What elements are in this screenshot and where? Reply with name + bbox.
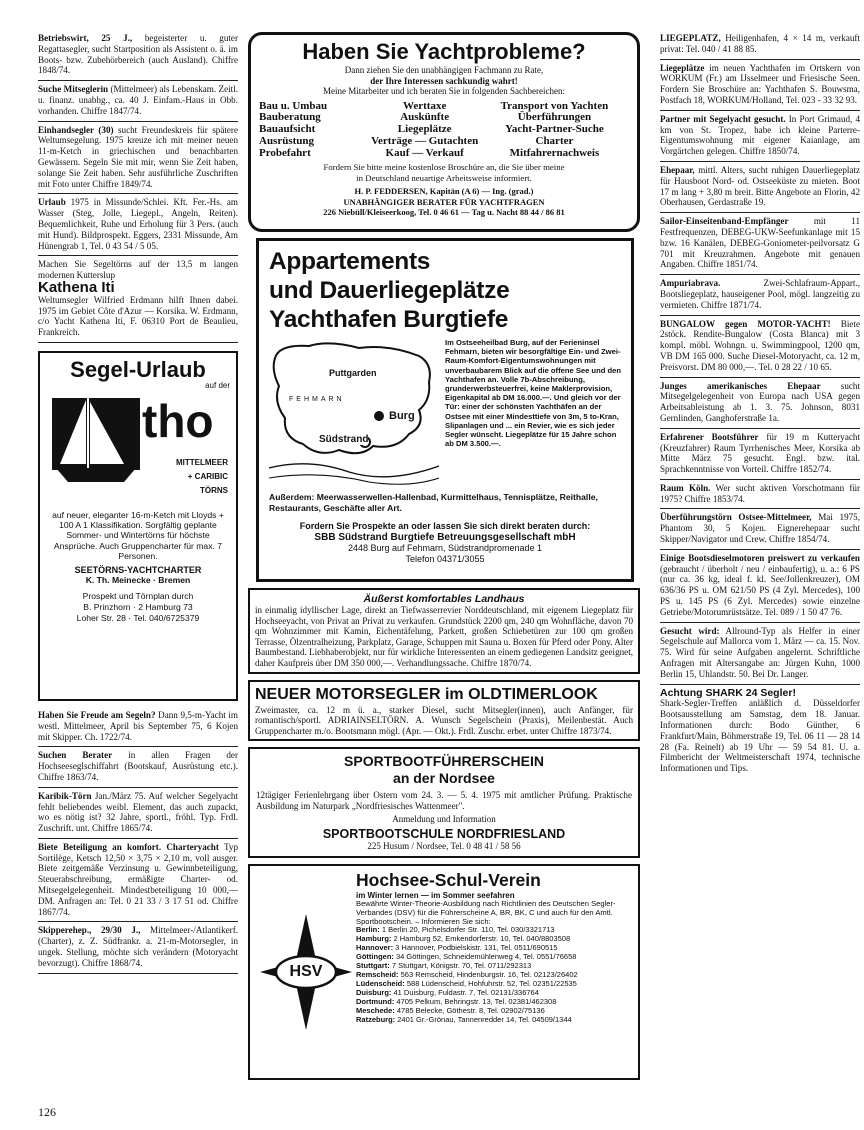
ad-headline: Sailor-Einseitenband-Empfänger [660, 216, 789, 227]
ad-text: mittl. Alters, sucht ruhigen Dauerliegeplatz für Hausboot Nord- od. Ostseeküste zu mieten. Boot 17 m lang + 3,80 m breit. Bitte Angebote an Florin, 42 Oberhausen, Gerdastraße 19. [660, 164, 860, 208]
classified-ad [660, 429, 860, 480]
tho-logo [46, 390, 230, 510]
classified-ad [660, 111, 860, 162]
sbf-text: 12tägiger Ferienlehrgang über Ostern vom 24. 3. — 5. 4. 1975 mit amtlicher Prüfung. Praktische Ausbildung im Naturpark „Nordfriesisches Wattenmeer". [256, 790, 632, 811]
classified-ad [660, 480, 860, 510]
ad-headline: Ampuriabrava. [660, 278, 721, 289]
ad-headline: Einige Bootsdieselmotoren preiswert zu verkaufen [660, 552, 860, 563]
hsv-city: Göttingen: [356, 952, 394, 962]
hsv-city: Meschede: [356, 1005, 395, 1015]
kathena-ad [38, 256, 238, 343]
yacht-name: H. P. FEDDERSEN, Kapitän (A 6) — Ing. (grad.) [354, 186, 534, 197]
ad-headline: LIEGEPLATZ, [660, 33, 721, 43]
segel-contact [46, 591, 230, 624]
segel-regions [176, 456, 228, 498]
ad-text: begeisterter u. guter Regattasegler, sucht Startposition als Assistent o. ä. im Boots- bzw. Zubehörbereich (auch Ausland). Chiffre 1848/74. [38, 33, 238, 76]
ad-text: sucht Freundeskreis für spätere Weltumsegelung. 1975 kreuze ich mit meiner neuen 11-m-Ketch in griechischen und benachbarten Gewässern. Segeln Sie mit mir, wenn Sie Zeit haben, solange Sie Zeit haben. Sehr ausführliche Zuschriften mit Foto unter Chiffre 1849/74. [38, 124, 238, 189]
classified-ad [38, 81, 238, 121]
appartements-footer-4: Telefon 04371/3055 [405, 554, 485, 564]
hsv-intro: Bewährte Winter-Theorie-Ausbildung nach Richtlinien des Deutschen Segler-Verbandes (DSV) für die Führerscheine A, BR, BK, C und auch für den Amtl. Sportbootschein. – Informieren Sie sich: [356, 898, 616, 926]
ad-headline: Junges amerikanisches Ehepaar [660, 380, 821, 391]
ad-headline: BUNGALOW gegen MOTOR-YACHT! [660, 318, 831, 329]
ad-headline: Skipperehep., 29/30 J., [38, 925, 141, 936]
hsv-address-text: 2401 Gr.-Grönau, Tannenredder 14, Tel. 04509/1344 [395, 1014, 572, 1024]
ad-text: Biete 2stöck. Rendite-Bungalow (Costa Blanca) mit 3 kompl. möbl. Wohngn. u. Swimmingpool, 1200 qm, VB DM 165 000. Suche Diesel-Motoryacht, ca. 12 m, Preisvorst. DM 80 000,—. Tel. 0 28 22 / 10 65. [660, 318, 860, 372]
segel-company: SEETÖRNS-YACHTCHARTER [74, 564, 202, 575]
ad-text: Heiligenhafen, 4 × 14 m, verkauft privat: Tel. 040 / 41 88 85. [660, 33, 860, 54]
appartements-ad [256, 238, 634, 582]
map-label-burg: Burg [389, 410, 415, 422]
hsv-city: Hamburg: [356, 934, 392, 944]
appartements-footer-1: Fordern Sie Prospekte an oder lassen Sie sich direkt beraten durch: [299, 521, 591, 531]
segel-owner: K. Th. Meinecke · Bremen [85, 574, 191, 585]
sbf-title-2: an der Nordsee [393, 770, 495, 787]
appartements-amenities: Außerdem: Meerwasserwellen-Hallenbad, Kurmittelhaus, Tennisplätze, Reithalle, Restaurants, Geschäfte aller Art. [269, 492, 598, 513]
map-sea-label: FEHMARN [289, 396, 345, 403]
yacht-intro-3: Meine Mitarbeiter und ich beraten Sie in folgenden Sachbereichen: [323, 86, 565, 96]
kathena-intro: Machen Sie Segeltörns auf der 13,5 m langen modernen Kutterslup [38, 259, 238, 281]
page-number: 126 [38, 1105, 56, 1119]
segel-description: auf neuer, eleganter 16-m-Ketch mit Lloyds + 100 A 1 Klassifikation. Sorgfältig geplante Sommer- und Wintertörns für höchste Ansprüche. Auch Gruppencharter für max. 7 Personen. [52, 509, 224, 561]
sbf-title-1: SPORTBOOTFÜHRERSCHEIN [344, 753, 544, 770]
motorsegler-text: Zweimaster, ca. 12 m ü. a., starker Diesel, sucht Mitsegler(innen), auch Anfänger, für romantisch/sportl. ADRIAINSELTÖRN. A. Wunsch Segelschein (Praxis), Meilenbestät. Auch Gruppencharter m./o. Bootsmann mögl. (Apr. — Okt.). Frdl. Zuschr. erbet. unter Chiffre 1873/74. [255, 704, 633, 736]
left-ads-group-2 [38, 707, 238, 974]
ad-text: für 19 m Kutteryacht (Kreuzfahrer) Raum Tyrrhenisches Meer, Korsika ab Mitte März 75 gesucht. Engl. bzw. ital. Sprachkenntnisse von Vorteil. Chiffre 1852/74. [660, 431, 860, 475]
ad-text: (gebraucht / überholt / neu / einbaufertig), u. a.: 6 PS (nur ca. 36 kg, ideal f. kl. See/Jollenkreuzer), OM 636/36 PS u. OM 621/50 PS (4 Zyl. Mercedes), 100 PS u. 145 PS (6 Zyl. Mercedes) sowie einzelne Getriebe/Motorumrüstsätze. Tel. 089 / 1 50 47 76. [660, 563, 860, 617]
segel-contact-line2: B. Prinzhorn · 2 Hamburg 73 [83, 601, 193, 612]
ad-text: Allround-Typ als Helfer in einer Segelschule auf Mallorca vom 1. März — ca. 15. Nov. 75. Wird für seine Aufgaben angelernt. Schriftliche Anfragen mit Altersangabe an: Jürgen Kuhn, 1000 Berlin 15, Uhlandstr. 50. Bei Dr. Langer. [660, 625, 860, 679]
landhaus-text: in einmalig idyllischer Lage, direkt an Tiefwasserrevier Norddeutschland, mit eigenem Liegeplatz für Hochseeyacht, von Privat an Privat zu verkaufen. Grundstück 2200 qm, 240 qm Wohnfläche, davon 70 qm Wohnzimmer mit Kamin, Eichentäfelung, Parkett, großen Schiebetüren zur 100 qm großen Terrasse, Ölzentralheizung, Parkplatz, Garage, Schuppen mit Sauna u. Boxen für Pferd oder Pony. Alter Baumbestand. Liebhaberobjekt, nur für wirkliche Interessenten an einem gediegenen Landsitz geeignet, daher Kaufpreis über DM 350 000,—. Verhandlungssache. Chiffre 1870/74. [255, 605, 634, 668]
ad-headline: Einhandsegler (30) [38, 124, 114, 135]
kathena-text: Weltumsegler Wilfried Erdmann hilft Ihnen dabei. 1975 im Gebiet Côte d'Azur — Korsika. W. Erdmann, c/o Yacht Kathena Iti, F. 06310 Port de Beaulieu, Frankreich. [38, 294, 238, 338]
yacht-service-item: Ausrüstung [259, 134, 315, 147]
yacht-service-item: Probefahrt [259, 146, 311, 159]
hsv-address-line [356, 1016, 632, 1025]
ad-text: Mittelmeer-/Atlantikerf. (Charter), z. Z. Südfrankr. a. 21-m-Motorsegler, in ungek. Stellung, möchte sich verändern (Motoryacht bevorzugt). Chiffre 1868/74. [38, 925, 238, 968]
yacht-service-item: Bau u. Umbau [259, 99, 328, 112]
kathena-name: Kathena Iti [38, 278, 115, 296]
yacht-service-item: Bauberatung [259, 111, 321, 124]
yacht-service-item: Überführungen [517, 111, 592, 124]
ad-text: Dann 9,5-m-Yacht im westl. Mittelmeer, April bis September 75, 6 Kojen mit Skipper. Ch. 1722/74. [38, 709, 239, 742]
motorsegler-ad [248, 680, 640, 742]
hsv-address-text: 4705 Pelkum, Behringstr. 13, Tel. 02381/462308 [394, 996, 557, 1006]
classified-ad [660, 509, 860, 549]
yacht-service-item: Bauaufsicht [259, 123, 316, 136]
classified-ad [660, 316, 860, 378]
segel-region-2: + CARIBIC [187, 471, 228, 481]
yacht-service-item: Transport von Yachten [500, 99, 609, 112]
ad-text: In Port Grimaud, 4 km von St. Tropez, habe ich kleine Parterre-Eigentumswohnung mit eigener Kaianlage, am Vorgärtchen gelegen. Chiffre 1850/74. [660, 113, 860, 157]
classified-ad [660, 378, 860, 429]
ad-text: Mai 1975, Phantom 30, 5 Kojen. Eignerehepaar sucht Skipper/Navigator und Crew. Chiffre 1854/74. [660, 512, 860, 545]
appartements-text: Im Ostseeheilbad Burg, auf der Ferieninsel Fehmarn, bieten wir besorgfältige Ein- und Zwei-Raum-Komfort-Eigentumswohnungen mit unverbaubarem Blick auf die offene See und den Yachthafen an. Volle 7b-Abschreibung, grunderwerbsteuerfrei, keine Maklerprovision, Eigenkapital ab DM 16.000.—. Und gleich vor der Tür: einer der schönsten Yachthäfen an der Ostsee mit einer Mindesttiefe von 3m, 5 to-Kran, Slipanlagen und ... ein Revier, wie es sich jeder Segler wünscht. Liegeplätze für 15 Jahre schon ab DM 3.500.—. [445, 338, 621, 449]
yacht-service-item: Auskünfte [400, 111, 450, 124]
segel-urlaub-title: Segel-Urlaub [70, 356, 206, 382]
yacht-role: UNABHÄNGIGER BERATER FÜR YACHTFRAGEN [343, 196, 545, 207]
left-column [38, 30, 238, 974]
classified-ad [660, 30, 860, 60]
hsv-address-text: 41 Duisburg, Fuldastr. 7, Tel. 02131/336764 [391, 987, 539, 997]
hsv-city: Duisburg: [356, 987, 392, 997]
classified-ad [660, 623, 860, 685]
ad-headline: Suchen Berater [38, 750, 113, 761]
ad-text: Zwei-Schlafraum-Appart., Bootsliegeplatz, hauseigener Pool, mögl. langzeitig zu vermieten. Chiffre 1871/74. [660, 278, 860, 310]
shark-ad [660, 685, 860, 778]
segel-region-3: TÖRNS [200, 485, 228, 495]
shark-title: Achtung SHARK 24 Segler! [660, 686, 796, 699]
motorsegler-title: NEUER MOTORSEGLER im OLDTIMERLOOK [255, 685, 598, 703]
hsv-title: Hochsee-Schul-Verein [356, 869, 541, 890]
hsv-city: Remscheid: [356, 969, 399, 979]
ad-headline: Gesucht wird: [660, 625, 720, 636]
ad-text: in allen Fragen der Hochseeseglschiffahrt (Bootskauf, Ausrüstung etc.). Chiffre 1863/74. [38, 750, 238, 782]
ad-headline: Biete Beteiligung an komfort. Charteryacht [38, 841, 219, 852]
classified-ad [38, 30, 238, 81]
hsv-subtitle: im Winter lernen — im Sommer seefahren [356, 890, 515, 900]
classified-ad [38, 788, 238, 839]
ad-text: Jan./März 75. Auf welcher Segelyacht fehlt beliebendes weibl. Element, das auch zupackt, wo es nötig ist? 32 Jahre, sportl., fröhl. Typ. Frdl. Zuschrift. unt. Chiffre 1865/74. [38, 790, 238, 834]
landhaus-ad [248, 588, 640, 674]
ad-text: im neuen Yachthafen im Ortskern von WORKUM (Fr.) am IJsselmeer und Friesische Seen. Fordern Sie Broschüre an: Yachthafen S. Bouwsma, Postfach 18, WORKUM/Holland, Tel. 023 - 33 32 93. [660, 62, 860, 105]
ad-headline: Erfahrener Bootsführer [660, 431, 759, 442]
appartements-title [269, 247, 621, 334]
classified-ad [38, 194, 238, 256]
classified-ad [38, 707, 238, 747]
hsv-address-text: 7 Stuttgart, Königstr. 70, Tel. 0711/292313 [389, 961, 532, 971]
ad-headline: Ehepaar, [660, 164, 695, 175]
yacht-service-item: Werttaxe [402, 99, 447, 112]
hsv-city: Dortmund: [356, 996, 395, 1006]
appartements-footer [269, 521, 621, 565]
ad-text: (Mittelmeer) als Lebenskam. Zeitl. u. finanz. unabhg., ca. 40 J. Einfam.-Haus in Obb. vorhanden. Chiffre 1847/74. [38, 84, 238, 116]
classified-ad [38, 747, 238, 787]
ad-headline: Karibik-Törn [38, 790, 92, 801]
hsv-logo [256, 870, 356, 1074]
yacht-problems-ad [248, 32, 640, 232]
classified-ad [38, 122, 238, 195]
hsv-city: Ratzeburg: [356, 1014, 396, 1024]
yacht-service-item: Kauf — Verkauf [385, 146, 464, 159]
hsv-address-text: 4785 Belecke, Göthestr. 8, Tel. 02902/75136 [394, 1005, 545, 1015]
ad-text: Wer sucht aktiven Vorschotmann für 1975? Chiffre 1853/74. [660, 482, 861, 504]
right-ads [660, 30, 860, 685]
yacht-intro-1: Dann ziehen Sie den unabhängigen Fachmann zu Rate, [344, 65, 544, 75]
segel-contact-line3: Loher Str. 28 · Tel. 040/6725379 [76, 612, 200, 623]
ad-headline: Urlaub [38, 197, 66, 208]
map-label-suedstrand: Südstrand [319, 434, 369, 445]
map-label-puttgarden: Puttgarden [329, 368, 377, 378]
ad-headline: Suche Mitseglerin [38, 84, 109, 95]
appartements-title-3: Yachthafen Burgtiefe [269, 306, 509, 333]
ad-headline: Haben Sie Freude am Segeln? [38, 709, 156, 720]
hsv-city: Stuttgart: [356, 961, 390, 971]
hsv-address-text: 34 Göttingen, Schneidemühlenweg 4, Tel. 0551/76658 [393, 952, 577, 962]
yacht-service-item: Mitfahrernachweis [509, 146, 600, 159]
sbf-school: SPORTBOOTSCHULE NORDFRIESLAND [322, 827, 566, 842]
hsv-city: Berlin: [356, 925, 380, 935]
segel-contact-line1: Prospekt und Törnplan durch [82, 590, 194, 601]
classified-ad [38, 922, 238, 973]
fehmarn-map [269, 338, 439, 488]
yacht-service-item: Liegeplätze [397, 123, 452, 136]
hsv-address-text: 563 Remscheid, Hindenburgstr. 16, Tel. 02123/26402 [398, 969, 578, 979]
sbf-info: Anmeldung und Information [392, 813, 496, 824]
yacht-service-item: Yacht-Partner-Suche [505, 123, 604, 136]
ad-text: 1975 in Missunde/Schlei. Kft. Fer.-Hs. am Wasser (Steg, Jolle, Liegepl., Angeln, Reiten). Bequemlichkeit, Ruhe und Erholung für 3 Pers. (auch mit Hund). Bildprospekt. Eggers, 2331 Missunde, Am Hünengrab 1, Tel. 0 43 54 / 5 05. [38, 197, 238, 251]
classified-ad [38, 839, 238, 923]
ad-text: sucht Mitsegelgelegenheit von Europa nach USA gegen Arbeitsableistung ab 1. 3. 75. Johnson, 8031 Gernlinden, Ganghoferstraße 1a. [660, 380, 860, 423]
yacht-service-item: Verträge — Gutachten [371, 134, 479, 147]
ad-headline: Überführungstörn Ostsee-Mittelmeer, [660, 512, 812, 523]
hsv-main [356, 870, 632, 1074]
appartements-footer-2: SBB Südstrand Burgtiefe Betreuungsgesellschaft mbH [314, 532, 576, 543]
yacht-services [259, 101, 629, 160]
sbf-title [256, 753, 632, 787]
yacht-service-item: Charter [535, 134, 574, 147]
ad-headline: Raum Köln. [660, 482, 711, 493]
landhaus-title: Äußerst komfortables Landhaus [363, 593, 525, 605]
classified-ad [660, 60, 860, 111]
segel-region-1: MITTELMEER [176, 457, 228, 467]
classified-ad [660, 550, 860, 623]
appartements-title-1: Appartements [269, 248, 431, 275]
hsv-address-text: 2 Hamburg 52, Emkendorferstr. 10, Tel. 040/8803508 [391, 934, 571, 944]
yacht-address: 226 Niebüll/Kleiseerkoog, Tel. 0 46 61 — Tag u. Nacht 88 44 / 86 81 [323, 207, 565, 218]
appartements-footer-3: 2448 Burg auf Fehmarn, Südstrandpromenade 1 [347, 543, 543, 553]
classified-ad [660, 275, 860, 315]
ad-headline: Partner mit Segelyacht gesucht. [660, 113, 786, 124]
yacht-title: Haben Sie Yachtprobleme? [302, 39, 586, 64]
hsv-address-text: 588 Lüdenscheid, Hohfuhrstr. 52, Tel. 02351/22535 [404, 978, 577, 988]
hsv-address-text: 1 Berlin 20, Pichelsdorfer Str. 110, Tel. 030/3321713 [379, 925, 555, 935]
segel-auf-der: auf der [205, 380, 230, 390]
sbf-address: 225 Husum / Nordsee, Tel. 0 48 41 / 58 56 [367, 841, 521, 852]
sportbootfuehrerschein-ad [248, 747, 640, 857]
yacht-brochure-2: in Deutschland neuartige Arbeitsweise informiert. [356, 172, 532, 183]
middle-column [248, 30, 640, 1086]
hsv-address-text: 3 Hannover, Podbielskistr. 131, Tel. 0511/690515 [393, 943, 558, 953]
appartements-title-2: und Dauerliegeplätze [269, 277, 510, 304]
hochsee-schul-verein-ad [248, 864, 640, 1080]
yacht-intro-2: der Ihre Interessen sachkundig wahrt! [370, 75, 518, 86]
hsv-city: Hannover: [356, 943, 394, 953]
ad-headline: Liegeplätze [660, 62, 705, 73]
right-column [660, 30, 860, 778]
classified-ad [660, 213, 860, 275]
hsv-addresses [356, 926, 632, 1024]
classified-ad [660, 162, 860, 213]
left-ads-group-1 [38, 30, 238, 256]
hsv-logo-text: HSV [289, 962, 323, 980]
ad-text: Typ Sortilège, Ketsch 12,50 × 3,75 × 2,10 m, voll ausger. Biete zeitgemäße Verzinsung u. Gewinnbeteiligung, Steuerabschreibung, ermäßigte Charter- od. Mitsegelgelegenheit. Mindestbeteiligung 10 000,— DM. Anfragen an: Tel. 0 21 33 / 3 17 51 od. Chiffre 1867/74. [38, 841, 238, 917]
appartements-body [269, 338, 621, 488]
yacht-brochure-1: Fordern Sie bitte meine kostenlose Broschüre an, die Sie über meine [323, 162, 565, 173]
shark-text: Shark-Segler-Treffen anläßlich d. Düsseldorfer Bootsausstellung am Samstag, dem 18. Januar. Informationen durch: Bodo Günther, 6 Frankfurt/Main, Böhmerstraße 19, Tel. 06 11 — 28 14 28 (Fa. Reinelt) ab 19 Uhr — 59 54 81. U. a. Filmbericht der Weltmeisterschaft 1974, technische Informationen und Tips. [660, 698, 860, 774]
hsv-city: Lüdenscheid: [356, 978, 405, 988]
ad-text: mit 11 Festfrequenzen, DEBEG-UKW-Seefunkanlage mit 15 bzw. 16 Kanälen, DEBEG-Goniometer-peilvorsatz G 701 mit Kreuzrahmen. Angebote mit genauen Angaben. Chiffre 1851/74. [660, 216, 860, 270]
tho-logo-text: tho [142, 394, 214, 447]
segel-urlaub-ad [38, 351, 238, 701]
ad-headline: Betriebswirt, 25 J., [38, 33, 133, 43]
